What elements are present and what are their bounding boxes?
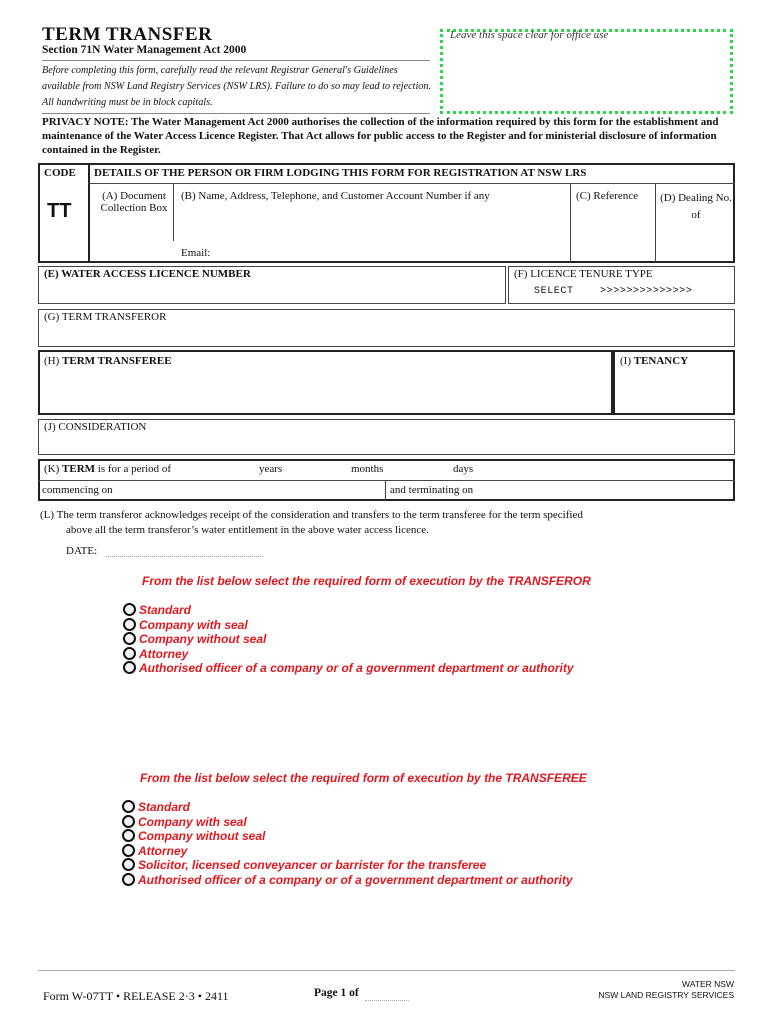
transferee-option-company-without-seal[interactable]: Company without seal	[122, 829, 265, 844]
instructions-text: Before completing this form, carefully read the relevant Registrar General's Guidelines available from NSW Land Registry Services (NSW LRS). Failure to do so may lead to rejection. All handwriting must be in block capitals.	[42, 65, 432, 108]
lodger-heading: DETAILS OF THE PERSON OR FIRM LODGING THIS FORM FOR REGISTRATION AT NSW LRS	[94, 167, 587, 179]
issuing-organisation	[560, 979, 734, 1001]
transferee-option-standard[interactable]: Standard	[122, 800, 190, 815]
tenancy-label: (I) TENANCY	[620, 355, 689, 367]
months-label: months	[351, 463, 384, 475]
form-release-id: Form W-07TT • RELEASE 2·3 • 2411	[43, 989, 229, 1003]
years-label: years	[259, 463, 283, 475]
code-label: CODE	[44, 167, 76, 179]
date-field[interactable]	[106, 556, 263, 557]
radio-icon[interactable]	[122, 858, 135, 871]
transferee-option-solicitor[interactable]: Solicitor, licensed conveyancer or barrister for the transferee	[122, 858, 486, 873]
code-value: TT	[47, 200, 72, 222]
table-divider	[655, 183, 656, 263]
footer-divider	[38, 970, 735, 971]
table-divider	[88, 183, 735, 184]
privacy-note: PRIVACY NOTE: The Water Management Act 2000 authorises the collection of the information required by this form for the establishment and maintenance of the Water Access Licence Register. That Act allows for public access to the Register and for ministerial disclosure of information contained in the Register.	[42, 116, 719, 156]
transferor-option-authorised-officer[interactable]: Authorised officer of a company or of a government department or authority	[123, 661, 574, 676]
radio-icon[interactable]	[123, 647, 136, 660]
transferee-option-attorney[interactable]: Attorney	[122, 844, 187, 859]
commencing-label: commencing on	[42, 484, 113, 496]
transferor-option-attorney[interactable]: Attorney	[123, 647, 188, 662]
transferee-execution-heading: From the list below select the required form of execution by the TRANSFEREE	[140, 771, 587, 785]
table-divider	[385, 480, 386, 501]
radio-icon[interactable]	[123, 661, 136, 674]
acknowledgement-line: above all the term transferor’s water entitlement in the above water access licence.	[66, 524, 429, 536]
terminating-label: and terminating on	[390, 484, 474, 496]
radio-icon[interactable]	[122, 829, 135, 842]
days-label: days	[453, 463, 474, 475]
transferor-option-standard[interactable]: Standard	[123, 603, 191, 618]
radio-icon[interactable]	[123, 632, 136, 645]
radio-icon[interactable]	[122, 873, 135, 886]
form-title: TERM TRANSFER	[42, 24, 213, 45]
acknowledgement-text	[40, 508, 734, 538]
date-label: DATE:	[66, 545, 98, 557]
tenure-type-label: (F) LICENCE TENURE TYPE	[514, 268, 653, 280]
lodger-name-label: (B) Name, Address, Telephone, and Customer Account Number if any	[181, 190, 490, 202]
page-number: Page 1 of	[314, 987, 359, 999]
consideration-label: (J) CONSIDERATION	[44, 421, 147, 433]
transferee-option-authorised-officer[interactable]: Authorised officer of a company or of a government department or authority	[122, 873, 573, 888]
transferee-label: (H) TERM TRANSFEREE	[44, 355, 172, 367]
transferor-option-company-without-seal[interactable]: Company without seal	[123, 632, 266, 647]
acknowledgement-line: (L) The term transferor acknowledges receipt of the consideration and transfers to the term transferee for the term specified	[40, 509, 583, 521]
office-use-box	[440, 29, 733, 114]
table-divider	[38, 480, 735, 481]
office-use-label: Leave this space clear for office use	[450, 29, 609, 41]
dealing-no-label: (D) Dealing No. of	[660, 192, 732, 221]
org-line: NSW LAND REGISTRY SERVICES	[598, 990, 734, 1000]
transferor-execution-heading: From the list below select the required form of execution by the TRANSFEROR	[142, 574, 591, 588]
term-period-label: (K) TERM is for a period of	[44, 463, 172, 475]
licence-number-label: (E) WATER ACCESS LICENCE NUMBER	[44, 268, 251, 280]
table-divider	[570, 183, 571, 263]
transferee-option-company-with-seal[interactable]: Company with seal	[122, 815, 247, 830]
transferor-label: (G) TERM TRANSFEROR	[44, 311, 167, 323]
transferor-option-company-with-seal[interactable]: Company with seal	[123, 618, 248, 633]
page-total-field[interactable]	[365, 1000, 409, 1001]
reference-label: (C) Reference	[576, 190, 638, 202]
radio-icon[interactable]	[123, 603, 136, 616]
org-line: WATER NSW	[682, 979, 734, 989]
radio-icon[interactable]	[122, 800, 135, 813]
header-divider	[42, 60, 430, 61]
collection-box-label: (A) Document Collection Box	[100, 190, 168, 214]
header-divider-bottom	[42, 113, 430, 114]
tenure-type-select[interactable]: SELECT >>>>>>>>>>>>>>	[534, 286, 693, 297]
email-label: Email:	[181, 247, 211, 259]
radio-icon[interactable]	[122, 844, 135, 857]
radio-icon[interactable]	[123, 618, 136, 631]
radio-icon[interactable]	[122, 815, 135, 828]
form-subtitle: Section 71N Water Management Act 2000	[42, 44, 247, 56]
